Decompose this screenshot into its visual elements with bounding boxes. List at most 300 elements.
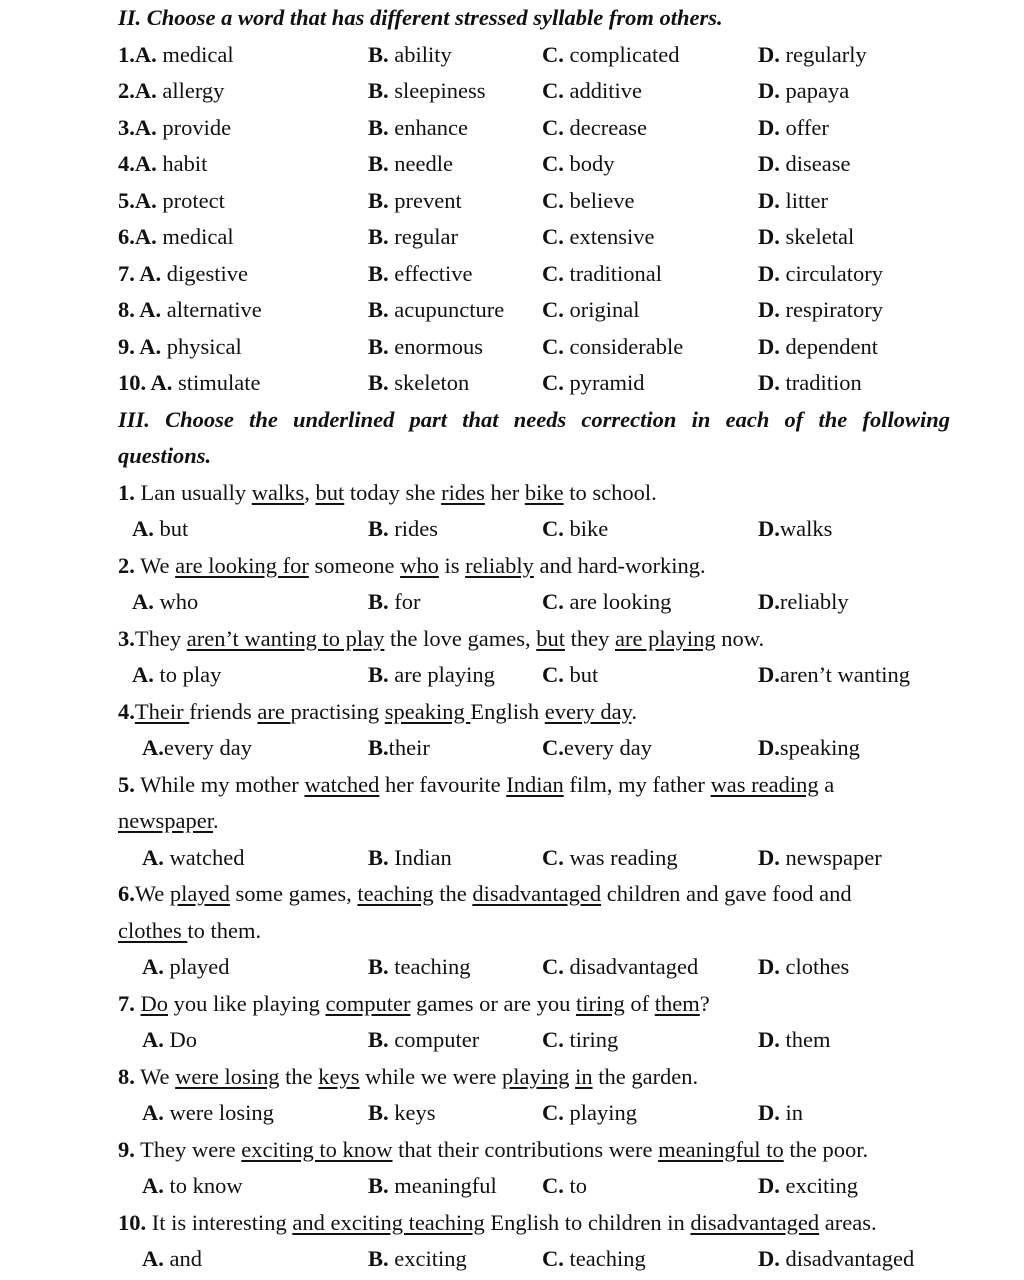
option-letter: D. — [758, 151, 780, 176]
sentence-line — [118, 548, 706, 584]
question-number: 8. — [118, 297, 140, 322]
sentence-text: They were — [134, 1136, 242, 1162]
sentence-text: areas. — [819, 1209, 877, 1235]
option-a — [118, 146, 207, 182]
option-text: but — [153, 516, 189, 541]
option-d — [758, 37, 867, 73]
sentence-text: the — [279, 1063, 319, 1089]
option-letter: A. — [134, 78, 157, 103]
underlined-part: disadvantaged — [472, 881, 602, 906]
option-letter: B. — [368, 516, 389, 541]
sentence-text: games or are you — [410, 990, 577, 1016]
answer-option-d — [758, 730, 860, 766]
underlined-part: aren’t wanting to play — [186, 625, 385, 651]
sentence-text: that their contributions were — [392, 1136, 659, 1162]
option-letter: B. — [368, 1027, 389, 1052]
option-text: believe — [569, 187, 635, 213]
option-text: regular — [394, 224, 458, 249]
option-letter: A. — [132, 662, 154, 687]
option-text: ability — [394, 41, 452, 67]
section-3-title-continued: questions. — [118, 443, 212, 468]
option-text: rides — [388, 516, 439, 541]
option-b — [368, 37, 452, 73]
question-number: 5. — [118, 187, 135, 213]
underlined-part: bike — [524, 479, 564, 505]
underlined-part: meaningful to — [658, 1136, 784, 1162]
option-letter: C. — [542, 589, 564, 614]
question-number: 3. — [118, 625, 135, 651]
sentence-text: English to children in — [484, 1209, 691, 1235]
underlined-part: rides — [441, 479, 485, 505]
answer-option-c — [542, 584, 671, 620]
option-letter: C. — [542, 370, 564, 395]
sentence-text: someone — [308, 552, 401, 578]
option-c — [542, 292, 639, 328]
sentence-text: the — [433, 881, 473, 906]
option-letter: B. — [368, 151, 389, 176]
answer-option-c — [542, 840, 678, 876]
answer-option-d — [758, 1241, 914, 1277]
option-c — [542, 146, 615, 182]
option-text: bike — [563, 516, 609, 541]
option-b — [368, 219, 458, 255]
option-d — [758, 146, 850, 182]
option-text: protect — [162, 187, 225, 213]
sentence-line — [118, 986, 710, 1022]
sentence-text: the poor. — [783, 1136, 869, 1162]
sentence-line — [118, 1059, 698, 1095]
option-a — [118, 292, 262, 328]
sentence-text: , — [304, 479, 316, 505]
sentence-text: It is interesting — [146, 1209, 293, 1235]
option-letter: A. — [139, 260, 162, 286]
option-letter: C. — [542, 1100, 564, 1125]
option-a — [118, 37, 234, 73]
answer-option-a — [142, 840, 244, 876]
option-text: teaching — [388, 954, 471, 979]
option-text: alternative — [166, 297, 262, 322]
option-text: every day — [563, 735, 652, 760]
sentence-text: practising — [290, 698, 385, 724]
answer-option-a — [132, 584, 198, 620]
option-letter: D. — [758, 78, 780, 103]
sentence-text: is — [438, 552, 466, 578]
option-text: Indian — [388, 844, 452, 870]
option-text: enormous — [394, 333, 484, 359]
answer-option-d — [758, 657, 910, 693]
option-c — [542, 256, 662, 292]
sentence-text: to school. — [563, 479, 657, 505]
question-number: 7. — [118, 990, 135, 1016]
underlined-part: teaching — [357, 881, 434, 906]
underlined-part: Their — [134, 698, 190, 724]
option-text: for — [388, 589, 421, 614]
answer-option-c — [542, 511, 608, 547]
option-text: sleepiness — [394, 78, 486, 103]
sentence-text: We — [134, 552, 176, 578]
answer-option-a — [142, 1241, 202, 1277]
option-letter: A. — [134, 151, 157, 176]
option-text: were losing — [163, 1100, 274, 1125]
option-letter: A. — [132, 589, 154, 614]
option-letter: B. — [368, 260, 389, 286]
option-text: allergy — [162, 78, 225, 103]
sentence-text: . — [212, 808, 219, 833]
option-letter: B. — [368, 224, 389, 249]
option-a — [118, 365, 261, 401]
answer-option-b — [368, 1241, 467, 1277]
option-d — [758, 292, 883, 328]
underlined-part: computer — [325, 990, 411, 1016]
sentence-text: her favourite — [379, 771, 507, 797]
sentence-line — [118, 1205, 877, 1241]
option-letter: B. — [368, 297, 389, 322]
option-text: additive — [569, 78, 642, 103]
sentence-line — [118, 913, 261, 949]
answer-option-b — [368, 730, 430, 766]
question-number: 8. — [118, 1063, 135, 1089]
option-text: habit — [162, 151, 208, 176]
option-letter: A. — [139, 333, 162, 359]
option-letter: C. — [542, 297, 564, 322]
option-text: exciting — [388, 1246, 467, 1271]
option-letter: A. — [132, 516, 154, 541]
option-letter: C. — [542, 1246, 564, 1271]
underlined-part: and exciting teaching — [292, 1209, 485, 1235]
answer-option-b — [368, 657, 495, 693]
sentence-text: film, my father — [563, 771, 711, 797]
option-letter: B. — [368, 1100, 389, 1125]
underlined-part: newspaper — [118, 808, 213, 833]
option-letter: B. — [368, 954, 389, 979]
option-text: circulatory — [785, 260, 883, 286]
underlined-part: reliably — [465, 552, 534, 578]
option-text: are looking — [563, 589, 672, 614]
option-letter: C. — [542, 78, 564, 103]
option-letter: B. — [368, 370, 389, 395]
option-text: decrease — [569, 114, 647, 140]
option-text: medical — [162, 41, 234, 67]
option-text: provide — [162, 114, 232, 140]
question-number: 2. — [118, 552, 135, 578]
option-letter: D. — [758, 662, 780, 687]
underlined-part: clothes — [118, 917, 188, 943]
option-text: their — [388, 735, 430, 760]
option-d — [758, 329, 878, 365]
option-letter: D. — [758, 516, 780, 541]
sentence-line — [118, 803, 219, 839]
sentence-text: the garden. — [592, 1063, 699, 1089]
answer-option-c — [542, 1022, 618, 1058]
sentence-text: of — [624, 990, 655, 1016]
option-text: playing — [563, 1100, 637, 1125]
answer-option-a — [142, 730, 252, 766]
sentence-text: her — [484, 479, 525, 505]
option-letter: D. — [758, 114, 780, 140]
answer-option-b — [368, 1022, 479, 1058]
option-text: complicated — [569, 41, 680, 67]
option-text: papaya — [785, 78, 850, 103]
answer-option-d — [758, 949, 849, 985]
option-d — [758, 219, 854, 255]
option-text: are playing — [388, 662, 495, 687]
option-letter: B. — [368, 78, 389, 103]
option-letter: C. — [542, 333, 564, 359]
section-2-title: II. Choose a word that has different stressed syllable from others. — [118, 5, 723, 30]
option-letter: A. — [150, 370, 173, 395]
option-text: regularly — [785, 41, 867, 67]
answer-option-a — [142, 1095, 274, 1131]
answer-option-b — [368, 511, 438, 547]
option-letter: B. — [368, 333, 389, 359]
question-number: 4. — [118, 151, 135, 176]
underlined-part: keys — [318, 1063, 360, 1089]
option-c — [542, 37, 679, 73]
option-text: needle — [394, 151, 453, 176]
sentence-text: Lan usually — [134, 479, 252, 505]
sentence-text: today she — [344, 479, 442, 505]
option-d — [758, 365, 862, 401]
answer-option-b — [368, 1168, 497, 1204]
option-letter: C. — [542, 41, 564, 67]
answer-option-c — [542, 657, 598, 693]
sentence-line — [118, 621, 764, 657]
answer-option-b — [368, 584, 421, 620]
answer-option-a — [142, 949, 229, 985]
option-letter: C. — [542, 662, 564, 687]
option-letter: C. — [542, 224, 564, 249]
option-text: computer — [388, 1027, 480, 1052]
option-letter: A. — [134, 41, 157, 67]
option-text: who — [153, 589, 199, 614]
option-d — [758, 110, 829, 146]
option-letter: B. — [368, 1173, 389, 1198]
sentence-line — [118, 1132, 868, 1168]
option-text: speaking — [779, 735, 860, 760]
underlined-part: Do — [140, 990, 168, 1016]
option-text: effective — [394, 260, 473, 286]
option-letter: D. — [758, 41, 780, 67]
option-letter: D. — [758, 1246, 780, 1271]
option-a — [118, 183, 225, 219]
answer-option-c — [542, 1168, 587, 1204]
option-text: traditional — [569, 260, 662, 286]
option-b — [368, 73, 486, 109]
answer-option-b — [368, 949, 470, 985]
sentence-text: . — [631, 698, 638, 724]
answer-option-d — [758, 840, 882, 876]
underlined-part: them — [654, 990, 700, 1016]
option-letter: D. — [758, 954, 780, 979]
sentence-text: While my mother — [134, 771, 305, 797]
option-text: tiring — [563, 1027, 619, 1052]
option-letter: D. — [758, 1100, 780, 1125]
sentence-line — [118, 876, 852, 912]
option-letter: D. — [758, 333, 780, 359]
option-text: stimulate — [178, 370, 261, 395]
answer-option-c — [542, 949, 698, 985]
option-text: clothes — [779, 954, 850, 979]
underlined-part: are — [257, 698, 291, 724]
option-a — [118, 256, 248, 292]
underlined-part: but — [536, 625, 565, 651]
option-text: to — [563, 1173, 588, 1198]
option-text: respiratory — [785, 297, 883, 322]
option-letter: B. — [368, 735, 389, 760]
section-3-title: III. Choose the underlined part that needs correction in each of the following — [118, 406, 950, 432]
option-text: disadvantaged — [563, 954, 699, 979]
option-text: offer — [785, 114, 829, 140]
option-d — [758, 183, 828, 219]
option-d — [758, 256, 883, 292]
option-letter: C. — [542, 844, 564, 870]
option-text: acupuncture — [394, 297, 505, 322]
option-text: and — [163, 1246, 202, 1271]
option-letter: D. — [758, 370, 780, 395]
option-text: physical — [166, 333, 242, 359]
question-number: 6. — [118, 224, 135, 249]
sentence-text: We — [134, 1063, 176, 1089]
option-letter: C. — [542, 954, 564, 979]
sentence-text: We — [134, 881, 170, 906]
question-number: 10. — [118, 1209, 147, 1235]
underlined-part: disadvantaged — [690, 1209, 820, 1235]
option-letter: A. — [142, 1173, 164, 1198]
underlined-part: tiring — [576, 990, 625, 1016]
sentence-text: a — [818, 771, 835, 797]
answer-option-c — [542, 1095, 637, 1131]
underlined-part: were losing — [175, 1063, 280, 1089]
underlined-part: speaking — [384, 698, 471, 724]
option-text: tradition — [785, 370, 862, 395]
option-c — [542, 110, 647, 146]
option-a — [118, 110, 231, 146]
question-number: 1. — [118, 479, 135, 505]
underlined-part: was reading — [710, 771, 819, 797]
option-letter: A. — [142, 1246, 164, 1271]
option-text: exciting — [779, 1173, 858, 1198]
option-text: every day — [163, 735, 252, 760]
underlined-part: playing — [501, 1063, 570, 1089]
option-text: enhance — [394, 114, 468, 140]
option-text: to play — [153, 662, 222, 687]
option-d — [758, 73, 849, 109]
underlined-part: are looking for — [175, 552, 309, 578]
option-b — [368, 329, 483, 365]
question-number: 6. — [118, 881, 135, 906]
underlined-part: who — [400, 552, 439, 578]
option-b — [368, 256, 473, 292]
option-letter: C. — [542, 151, 564, 176]
option-text: them — [779, 1027, 831, 1052]
option-text: watched — [163, 844, 245, 870]
option-text: skeleton — [394, 370, 470, 395]
sentence-text: children and gave food and — [601, 881, 852, 906]
option-letter: C. — [542, 735, 564, 760]
option-b — [368, 183, 462, 219]
sentence-text: you like playing — [168, 990, 326, 1016]
option-a — [118, 219, 234, 255]
option-letter: A. — [142, 954, 164, 979]
underlined-part: every day — [544, 698, 632, 724]
option-text: teaching — [563, 1246, 646, 1271]
underlined-part: in — [575, 1063, 593, 1089]
option-letter: D. — [758, 735, 780, 760]
option-letter: B. — [368, 114, 389, 140]
option-c — [542, 73, 642, 109]
option-b — [368, 292, 504, 328]
answer-option-b — [368, 840, 452, 876]
answer-option-c — [542, 1241, 646, 1277]
option-text: dependent — [785, 333, 878, 359]
sentence-line — [118, 767, 834, 803]
option-c — [542, 329, 683, 365]
option-b — [368, 365, 469, 401]
option-letter: A. — [142, 735, 164, 760]
option-c — [542, 219, 654, 255]
option-letter: C. — [542, 114, 564, 140]
option-letter: A. — [134, 114, 157, 140]
option-text: Do — [163, 1027, 197, 1052]
underlined-part: exciting to know — [241, 1136, 393, 1162]
answer-option-a — [142, 1022, 197, 1058]
option-letter: A. — [134, 224, 157, 249]
sentence-text: while we were — [359, 1063, 502, 1089]
option-letter: B. — [368, 589, 389, 614]
option-letter: D. — [758, 1027, 780, 1052]
sentence-text: friends — [189, 698, 258, 724]
option-text: aren’t wanting — [779, 662, 911, 687]
option-letter: B. — [368, 41, 389, 67]
answer-option-c — [542, 730, 652, 766]
option-text: walks — [779, 516, 833, 541]
option-text: litter — [785, 187, 828, 213]
option-letter: B. — [368, 1246, 389, 1271]
option-letter: D. — [758, 589, 780, 614]
sentence-text: and hard-working. — [533, 552, 706, 578]
answer-option-a — [142, 1168, 243, 1204]
option-text: considerable — [569, 333, 684, 359]
option-letter: D. — [758, 187, 780, 213]
option-letter: A. — [142, 1027, 164, 1052]
option-b — [368, 146, 453, 182]
question-number: 5. — [118, 771, 135, 797]
sentence-text: they — [565, 625, 615, 651]
answer-option-d — [758, 1022, 831, 1058]
option-b — [368, 110, 468, 146]
option-text: disadvantaged — [779, 1246, 915, 1271]
underlined-part: played — [169, 881, 230, 906]
answer-option-d — [758, 584, 849, 620]
option-text: digestive — [166, 260, 248, 286]
option-letter: A. — [142, 844, 164, 870]
answer-option-a — [132, 511, 188, 547]
option-text: medical — [162, 224, 234, 249]
option-text: pyramid — [569, 370, 645, 395]
option-a — [118, 73, 224, 109]
underlined-part: are playing — [615, 625, 716, 651]
option-letter: C. — [542, 516, 564, 541]
option-text: reliably — [779, 589, 849, 614]
sentence-text: some games, — [229, 881, 358, 906]
option-text: newspaper — [779, 844, 882, 870]
option-text: was reading — [563, 844, 678, 870]
option-text: in — [779, 1100, 804, 1125]
option-letter: A. — [142, 1100, 164, 1125]
underlined-part: walks — [251, 479, 305, 505]
answer-option-d — [758, 511, 832, 547]
option-text: meaningful — [388, 1173, 497, 1198]
